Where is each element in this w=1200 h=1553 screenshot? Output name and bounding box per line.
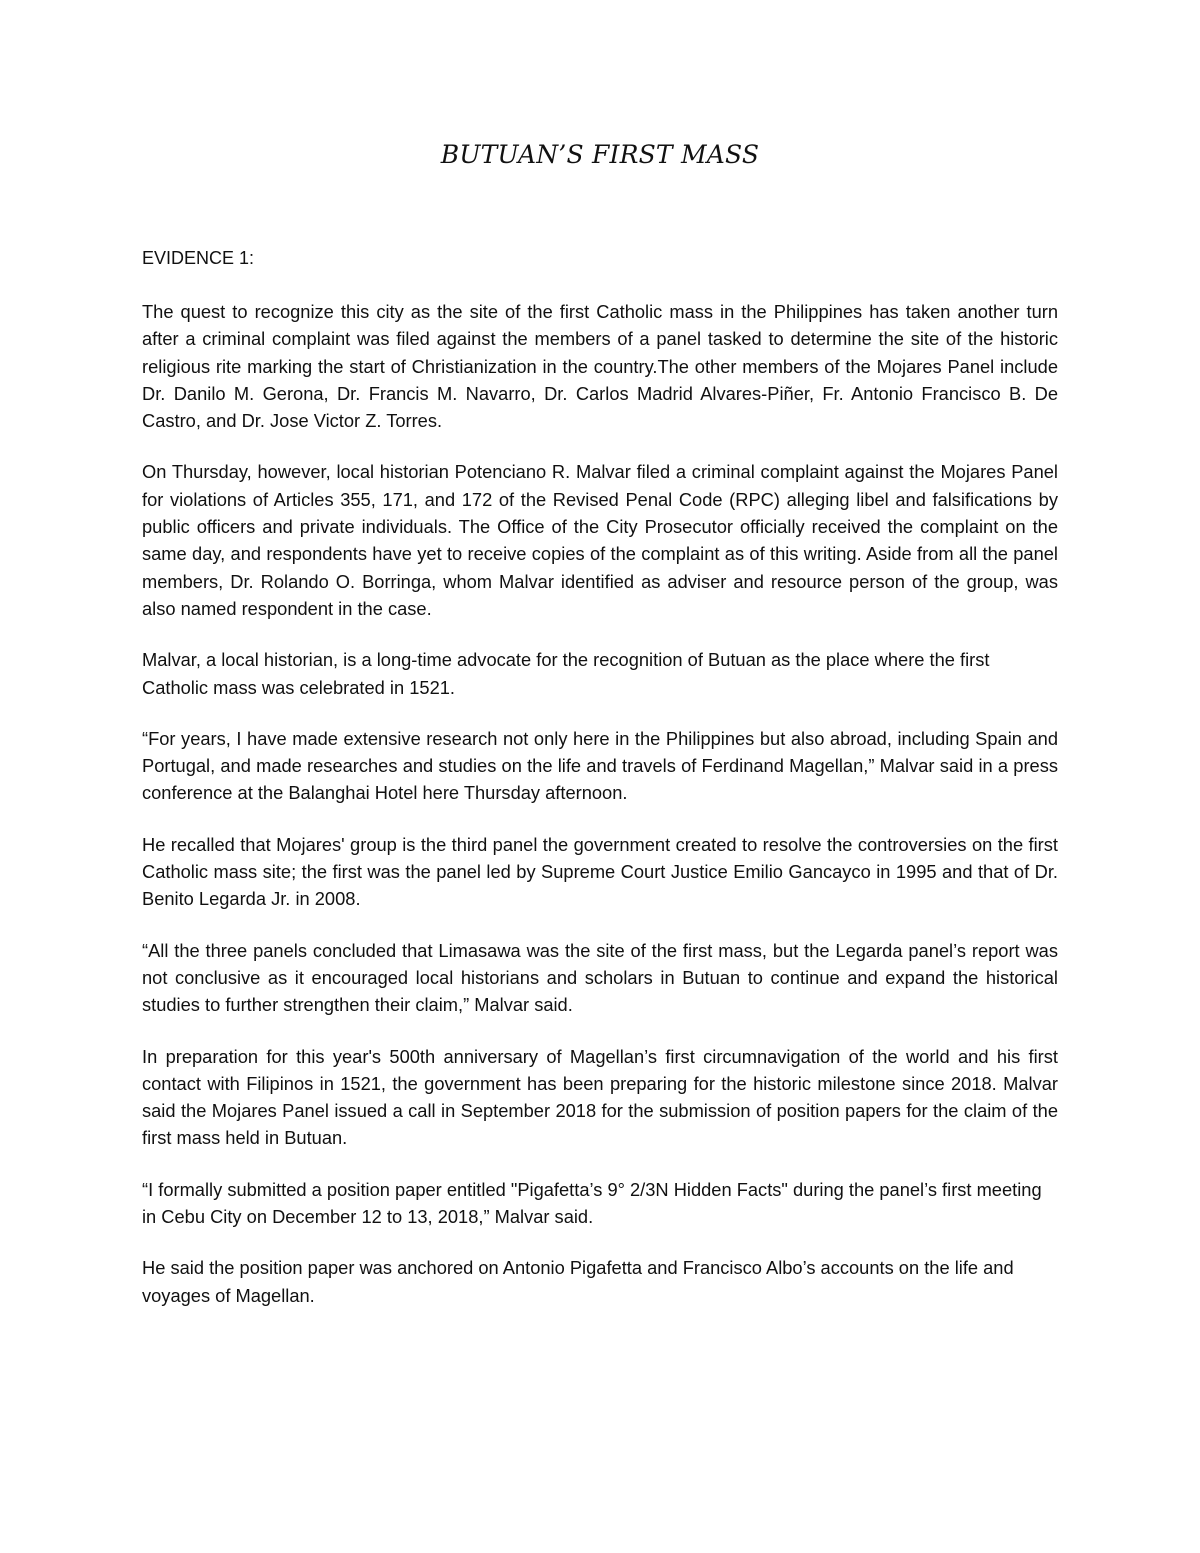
paragraph: “I formally submitted a position paper entitled "Pigafetta’s 9° 2/3N Hidden Facts" during the panel’s first meeting in Cebu City on December 12 to 13, 2018,” Malvar said. <box>142 1178 1042 1228</box>
paragraph: “All the three panels concluded that Limasawa was the site of the first mass, but the Legarda panel’s report was not conclusive as it encouraged local historians and scholars in Butuan to continue and expand the historical studies to further strengthen their claim,” Malvar said. <box>142 939 1058 1016</box>
paragraph: “For years, I have made extensive research not only here in the Philippines but also abroad, including Spain and Portugal, and made researches and studies on the life and travels of Ferdinand Magellan,” Malvar said in a press conference at the Balanghai Hotel here Thursday afternoon. <box>142 727 1058 804</box>
document-title: BUTUAN’S FIRST MASS <box>440 140 760 169</box>
paragraph: On Thursday, however, local historian Potenciano R. Malvar filed a criminal complaint against the Mojares Panel for violations of Articles 355, 171, and 172 of the Revised Penal Code (RPC) alleging libel and falsifications by public officers and private individuals. The Office of the City Prosecutor officially received the complaint on the same day, and respondents have yet to receive copies of the complaint as of this writing. Aside from all the panel members, Dr. Rolando O. Borringa, whom Malvar identified as adviser and resource person of the group, was also named respondent in the case. <box>142 461 1058 619</box>
paragraph: He recalled that Mojares' group is the third panel the government created to resolve the controversies on the first Catholic mass site; the first was the panel led by Supreme Court Justice Emilio Gancayco in 1995 and that of Dr. Benito Legarda Jr. in 2008. <box>142 833 1058 910</box>
document-body <box>142 298 1058 1333</box>
paragraph: The quest to recognize this city as the site of the first Catholic mass in the Philippines has taken another turn after a criminal complaint was filed against the members of a panel tasked to determine the site of the historic religious rite marking the start of Christianization in the country.The other members of the Mojares Panel include Dr. Danilo M. Gerona, Dr. Francis M. Navarro, Dr. Carlos Madrid Alvares-Piñer, Fr. Antonio Francisco B. De Castro, and Dr. Jose Victor Z. Torres. <box>142 301 1058 432</box>
section-label: EVIDENCE 1: <box>142 248 255 268</box>
paragraph: Malvar, a local historian, is a long-time advocate for the recognition of Butuan as the place where the first Catholic mass was celebrated in 1521. <box>142 649 990 698</box>
document-page <box>142 0 1058 1553</box>
paragraph: In preparation for this year's 500th anniversary of Magellan’s first circumnavigation of the world and his first contact with Filipinos in 1521, the government has been preparing for the historic milestone since 2018. Malvar said the Mojares Panel issued a call in September 2018 for the submission of position papers for the claim of the first mass held in Butuan. <box>142 1045 1058 1149</box>
paragraph: He said the position paper was anchored on Antonio Pigafetta and Francisco Albo’s accounts on the life and voyages of Magellan. <box>142 1257 1014 1306</box>
